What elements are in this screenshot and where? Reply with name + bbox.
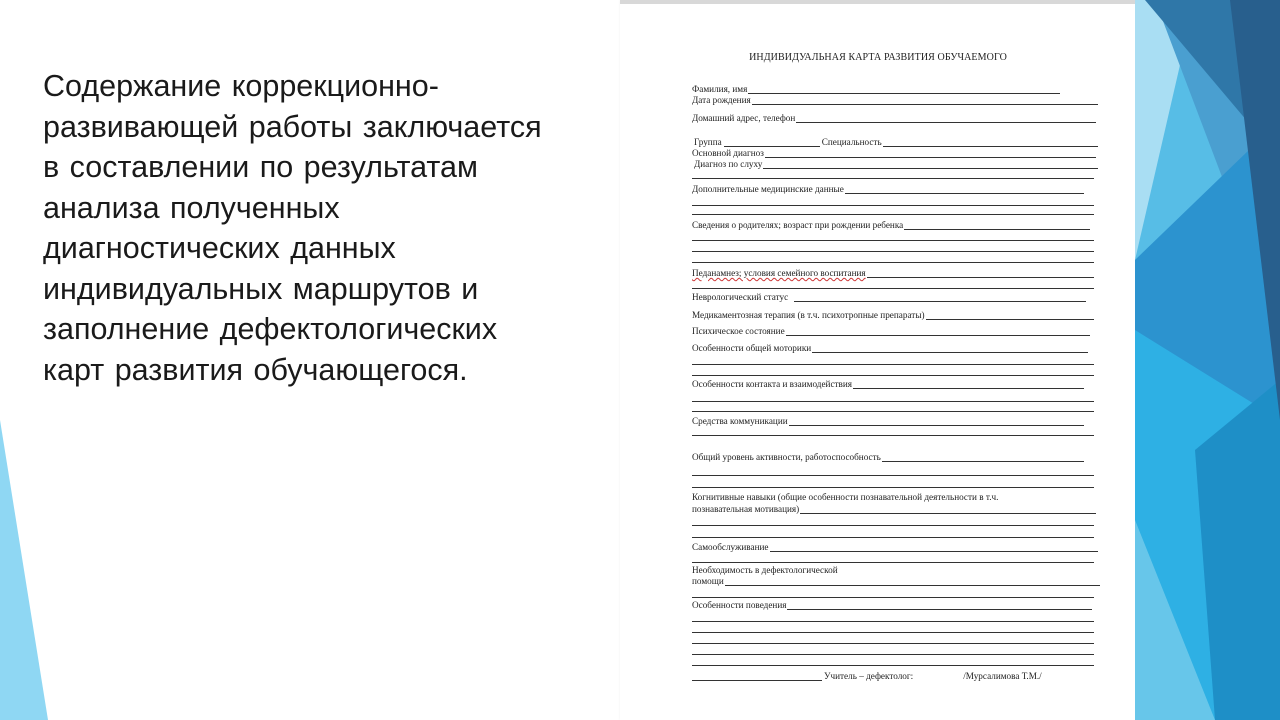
blank-line bbox=[692, 487, 1094, 488]
field-behavior bbox=[692, 600, 1092, 610]
field-medication bbox=[692, 310, 1094, 320]
field-hearing-diagnosis bbox=[692, 159, 1098, 169]
blank-line bbox=[692, 214, 1094, 215]
field-need bbox=[692, 565, 1094, 575]
field-cognitive-cont bbox=[692, 504, 1096, 514]
field-name bbox=[692, 84, 1060, 94]
field-label: Основной диагноз bbox=[692, 148, 764, 158]
blank-line bbox=[692, 475, 1094, 476]
field-birth-date bbox=[692, 95, 1098, 105]
field-label: Средства коммуникации bbox=[692, 416, 788, 426]
field-label: Домашний адрес, телефон bbox=[692, 113, 796, 123]
blank-line bbox=[692, 251, 1094, 252]
blank-line bbox=[692, 525, 1094, 526]
signature-name: /Мурсалимова Т.М./ bbox=[963, 671, 1042, 681]
blank-line bbox=[692, 562, 1094, 563]
blank-line bbox=[692, 178, 1094, 179]
blank-line bbox=[692, 632, 1094, 633]
blank-line bbox=[692, 411, 1094, 412]
slide-body-text: Содержание коррекционно-развивающей работы заключается в составлении по результатам анализа полученных диагностических данных индивидуальных маршрутов и заполнение дефектологических карт развития обучающегося. bbox=[43, 69, 542, 387]
field-label: помощи bbox=[692, 576, 724, 586]
field-selfcare bbox=[692, 542, 1098, 552]
blank-line bbox=[692, 435, 1094, 436]
document-title: ИНДИВИДУАЛЬНАЯ КАРТА РАЗВИТИЯ ОБУЧАЕМОГО bbox=[749, 52, 1007, 63]
field-label: Самообслуживание bbox=[692, 542, 769, 552]
field-label: Группа bbox=[694, 137, 722, 147]
blank-line bbox=[692, 401, 1094, 402]
field-communication bbox=[692, 416, 1084, 426]
field-label: Сведения о родителях; возраст при рождении ребенка bbox=[692, 220, 904, 230]
field-label: Особенности контакта и взаимодействия bbox=[692, 379, 853, 389]
field-label: Фамилия, имя bbox=[692, 84, 748, 94]
field-label: Неврологический статус bbox=[692, 292, 789, 302]
field-medical-extra bbox=[692, 184, 1084, 194]
field-activity bbox=[692, 452, 1084, 462]
signature-row bbox=[692, 671, 1102, 681]
blank-line bbox=[692, 262, 1094, 263]
right-decoration bbox=[1135, 0, 1280, 720]
blank-line bbox=[692, 537, 1094, 538]
field-contact bbox=[692, 379, 1084, 389]
field-label: Психическое состояние bbox=[692, 326, 785, 336]
blank-line bbox=[692, 288, 1094, 289]
field-group bbox=[692, 137, 1098, 147]
field-label: Педанамнез; условия семейного воспитания bbox=[692, 268, 866, 278]
blank-line bbox=[692, 665, 1094, 666]
field-label: Специальность bbox=[821, 137, 882, 147]
field-parents bbox=[692, 220, 1090, 230]
field-label: Дополнительные медицинские данные bbox=[692, 184, 844, 194]
field-cognitive bbox=[692, 492, 1094, 502]
field-label: Когнитивные навыки (общие особенности познавательной деятельности в т.ч. bbox=[692, 492, 999, 502]
field-motor bbox=[692, 343, 1088, 353]
blank-line bbox=[692, 364, 1094, 365]
blank-line bbox=[692, 654, 1094, 655]
field-label: Диагноз по слуху bbox=[694, 159, 763, 169]
field-address bbox=[692, 113, 1096, 123]
document-image bbox=[620, 0, 1137, 720]
field-label: Общий уровень активности, работоспособность bbox=[692, 452, 881, 462]
field-main-diagnosis bbox=[692, 148, 1096, 158]
blank-line bbox=[692, 375, 1094, 376]
field-label: познавательная мотивация) bbox=[692, 504, 800, 514]
blank-line bbox=[692, 597, 1094, 598]
blank-line bbox=[692, 205, 1094, 206]
blank-line bbox=[692, 643, 1094, 644]
field-label: Особенности общей моторики bbox=[692, 343, 812, 353]
field-label: Особенности поведения bbox=[692, 600, 787, 610]
form bbox=[692, 0, 1102, 720]
field-label: Необходимость в дефектологической bbox=[692, 565, 838, 575]
field-label: Медикаментозная терапия (в т.ч. психотропные препараты) bbox=[692, 310, 925, 320]
field-mental bbox=[692, 326, 1090, 336]
field-label: Дата рождения bbox=[692, 95, 751, 105]
blank-line bbox=[692, 240, 1094, 241]
field-neuro bbox=[692, 292, 1086, 302]
field-need-cont bbox=[692, 576, 1100, 586]
signature-role: Учитель – дефектолог: bbox=[824, 671, 914, 681]
blank-line bbox=[692, 621, 1094, 622]
field-pedanamnesis bbox=[692, 268, 1094, 278]
